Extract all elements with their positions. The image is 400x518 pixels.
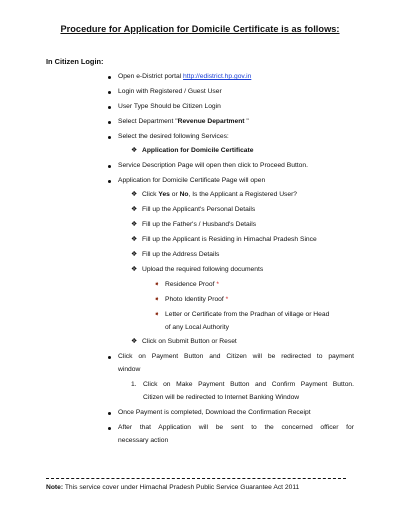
submit-item: Click on Submit Button or Reset — [142, 338, 237, 345]
arrow-icon: ➧ — [154, 281, 160, 288]
officer-line2: necessary action — [118, 437, 169, 444]
doc-letter-line2: of any Local Authority — [165, 324, 229, 331]
description-page-item: Service Description Page will open then click to Proceed Button. — [118, 162, 308, 169]
bullet-icon — [108, 121, 111, 124]
department-prefix: Select Department " — [118, 118, 178, 125]
portal-link[interactable]: http://edistrict.hp.gov.in — [183, 73, 252, 80]
fill-father-item: Fill up the Father's / Husband's Details — [142, 221, 257, 228]
bullet-icon — [108, 106, 111, 109]
service-name: Application for Domicile Certificate — [142, 147, 254, 154]
login-item: Login with Registered / Guest User — [118, 88, 222, 95]
select-services-item: Select the desired following Services: — [118, 133, 229, 140]
portal-item — [118, 72, 251, 82]
bullet-icon — [108, 356, 111, 359]
bullet-icon — [108, 136, 111, 139]
diamond-icon: ❖ — [131, 206, 138, 213]
make-payment-line1: Click on Make Payment Button and Confirm Payment Button. — [143, 381, 354, 388]
diamond-icon: ❖ — [131, 338, 138, 345]
doc-residence-label: Residence Proof — [165, 281, 215, 288]
diamond-icon: ❖ — [131, 191, 138, 198]
bullet-icon — [108, 91, 111, 94]
bullet-icon — [108, 427, 111, 430]
officer-line1: After that Application will be sent to the concerned officer for — [118, 424, 354, 431]
fill-personal-item: Fill up the Applicant's Personal Details — [142, 206, 256, 213]
question-text: , Is the Applicant a Registered User? — [188, 191, 298, 198]
registered-user-question — [142, 190, 297, 200]
or-text: or — [169, 191, 180, 198]
fill-residing-item: Fill up the Applicant is Residing in Himachal Pradesh Since — [142, 236, 317, 243]
document-title: Procedure for Application for Domicile Certificate is as follows: — [60, 24, 340, 34]
footer-label: Note: — [46, 484, 64, 491]
department-item — [118, 117, 249, 127]
diamond-icon: ❖ — [131, 266, 138, 273]
doc-residence-item — [165, 280, 219, 290]
doc-letter-line1: Letter or Certificate from the Pradhan of village or Head — [165, 311, 330, 318]
doc-photo-item — [165, 295, 228, 305]
upload-docs-item: Upload the required following documents — [142, 266, 264, 273]
bullet-icon — [108, 412, 111, 415]
diamond-icon: ❖ — [131, 147, 138, 154]
diamond-icon: ❖ — [131, 251, 138, 258]
fill-address-item: Fill up the Address Details — [142, 251, 220, 258]
no-option: No — [179, 191, 189, 198]
required-mark: * — [216, 281, 219, 288]
footer-divider — [46, 478, 346, 479]
doc-photo-label: Photo Identity Proof — [165, 296, 224, 303]
diamond-icon: ❖ — [131, 221, 138, 228]
department-suffix: " — [244, 118, 249, 125]
footer-text: This service cover under Himachal Pradesh Public Service Guarantee Act 2011 — [63, 484, 300, 491]
arrow-icon: ➧ — [154, 296, 160, 303]
required-mark: * — [225, 296, 229, 303]
application-page-item: Application for Domicile Certificate Page will open — [118, 177, 266, 184]
click-text: Click — [142, 191, 159, 198]
bullet-icon — [108, 180, 111, 183]
section-heading: In Citizen Login: — [46, 57, 104, 66]
footer-note — [46, 483, 299, 493]
make-payment-line2: Citizen will be redirected to Internet Banking Window — [143, 394, 300, 401]
download-receipt-item: Once Payment is completed, Download the Confirmation Receipt — [118, 409, 311, 416]
user-type-item: User Type Should be Citizen Login — [118, 103, 221, 110]
portal-text: Open e-District portal — [118, 73, 184, 80]
diamond-icon: ❖ — [131, 236, 138, 243]
bullet-icon — [108, 165, 111, 168]
make-payment-number: 1. — [131, 381, 137, 388]
payment-line2: window — [118, 366, 141, 373]
payment-line1: Click on Payment Button and Citizen will be redirected to payment — [118, 353, 354, 360]
bullet-icon — [108, 76, 111, 79]
yes-option: Yes — [158, 191, 170, 198]
department-name: Revenue Department — [177, 118, 245, 125]
arrow-icon: ➧ — [154, 311, 160, 318]
